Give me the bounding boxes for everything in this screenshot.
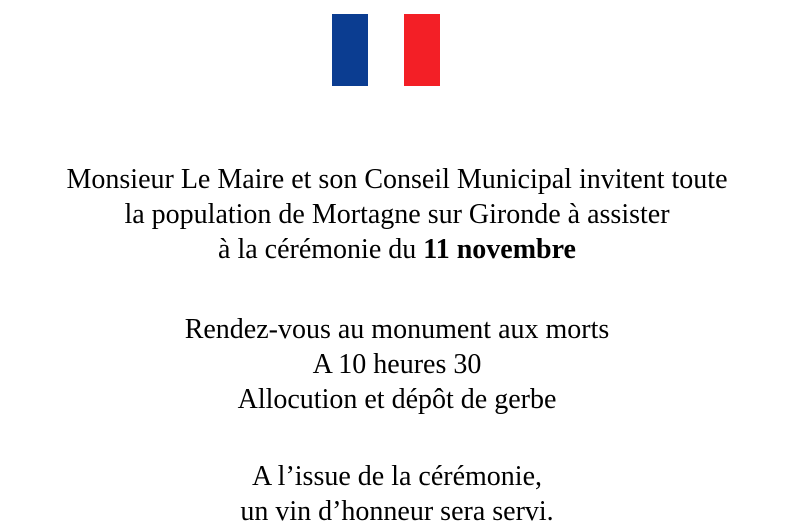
ceremony-date: 11 novembre xyxy=(423,234,576,265)
invitation-line-3 xyxy=(0,232,794,267)
invitation-paragraph xyxy=(0,162,794,267)
flag-red-band xyxy=(404,14,440,86)
invitation-line-2: la population de Mortagne sur Gironde à assister xyxy=(124,199,670,230)
details-line-time: A 10 heures 30 xyxy=(312,349,482,380)
details-line-program: Allocution et dépôt de gerbe xyxy=(237,384,557,415)
closing-paragraph xyxy=(0,459,794,529)
flag-white-band xyxy=(368,14,404,86)
details-paragraph xyxy=(0,312,794,417)
closing-line-1: A l’issue de la cérémonie, xyxy=(251,461,542,492)
invitation-line-1: Monsieur Le Maire et son Conseil Municipal invitent toute xyxy=(66,164,728,195)
invitation-line-3-prefix: à la cérémonie du xyxy=(218,234,424,265)
closing-line-2: un vin d’honneur sera servi. xyxy=(240,496,554,527)
french-flag xyxy=(332,14,440,86)
flag-blue-band xyxy=(332,14,368,86)
details-line-location: Rendez-vous au monument aux morts xyxy=(184,314,610,345)
